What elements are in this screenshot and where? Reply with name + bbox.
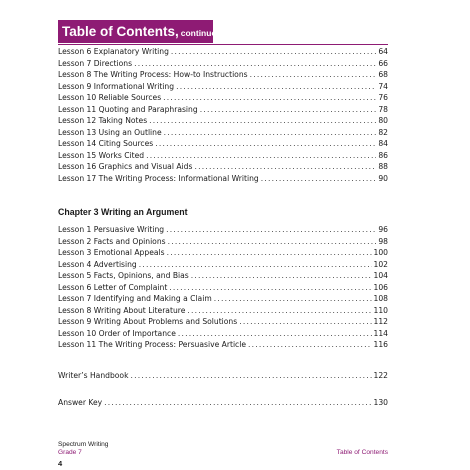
toc-entry-page: 90	[378, 173, 388, 183]
toc-entry-title: Lesson 6 Explanatory Writing	[58, 47, 169, 56]
toc-entry-title: Lesson 13 Using an Outline	[58, 127, 162, 137]
footer-grade: Grade 7	[58, 449, 82, 456]
toc-entry-title: Lesson 16 Graphics and Visual Aids	[58, 162, 193, 171]
toc-entry[interactable]	[58, 104, 388, 116]
toc-header-band	[58, 20, 222, 43]
toc-entry-title: Writer’s Handbook	[58, 371, 129, 380]
toc-entry[interactable]	[58, 46, 388, 58]
toc-entry-title: Lesson 3 Emotional Appeals	[58, 248, 165, 257]
toc-section-answer-key	[58, 397, 388, 409]
toc-entry-page: 74	[378, 81, 388, 91]
toc-entry-title: Lesson 2 Facts and Opinions	[58, 236, 166, 246]
toc-entry[interactable]	[58, 224, 388, 236]
toc-entry-title: Lesson 17 The Writing Process: Informational Writing	[58, 173, 259, 183]
dot-leader	[248, 339, 371, 351]
dot-leader	[261, 173, 377, 185]
dot-leader	[167, 247, 372, 259]
toc-entry-title: Lesson 5 Facts, Opinions, and Bias	[58, 271, 189, 280]
toc-entry-page: 122	[373, 371, 388, 380]
dot-leader	[194, 161, 376, 173]
toc-entry[interactable]	[58, 58, 388, 70]
dot-leader	[146, 150, 376, 162]
toc-entry-title: Lesson 10 Order of Importance	[58, 328, 176, 338]
toc-entry-title: Lesson 14 Citing Sources	[58, 139, 154, 148]
toc-section-chapter3	[58, 224, 388, 351]
toc-entry[interactable]	[58, 328, 388, 340]
toc-entry[interactable]	[58, 339, 388, 351]
toc-entry-page: 110	[373, 305, 388, 315]
toc-entry[interactable]	[58, 173, 388, 185]
dot-leader	[191, 270, 372, 282]
toc-entry[interactable]	[58, 236, 388, 248]
toc-entry[interactable]	[58, 270, 388, 282]
toc-entry-page: 130	[373, 398, 388, 407]
toc-entry-title: Lesson 9 Informational Writing	[58, 81, 175, 91]
toc-entry-answer-key[interactable]	[58, 397, 388, 409]
dot-leader	[104, 397, 371, 409]
toc-entry-page: 98	[378, 236, 388, 246]
toc-entry-page: 86	[378, 150, 388, 160]
toc-entry-title: Lesson 8 The Writing Process: How-to Instructions	[58, 70, 248, 79]
toc-entry-page: 108	[373, 294, 388, 303]
toc-entry[interactable]	[58, 115, 388, 127]
toc-entry-title: Lesson 11 Quoting and Paraphrasing	[58, 104, 198, 114]
dot-leader	[178, 328, 372, 340]
toc-entry-page: 104	[373, 271, 388, 280]
toc-entry-title: Answer Key	[58, 398, 103, 407]
page-title: Table of Contents,	[62, 24, 179, 39]
toc-entry-page: 78	[378, 104, 388, 114]
toc-entry-page: 114	[373, 328, 388, 338]
toc-entry-page: 96	[378, 225, 388, 234]
toc-entry[interactable]	[58, 316, 388, 328]
toc-entry-title: Lesson 12 Taking Notes	[58, 116, 148, 125]
toc-entry[interactable]	[58, 247, 388, 259]
dot-leader	[168, 236, 377, 248]
toc-entry-page: 84	[378, 139, 388, 148]
dot-leader	[163, 92, 376, 104]
dot-leader	[149, 115, 376, 127]
toc-entry-page: 102	[373, 259, 388, 269]
dot-leader	[134, 58, 376, 70]
dot-leader	[164, 127, 377, 139]
toc-entry-handbook[interactable]	[58, 370, 388, 382]
toc-entry-title: Lesson 10 Reliable Sources	[58, 93, 162, 102]
dot-leader	[139, 259, 372, 271]
toc-entry-page: 82	[378, 127, 388, 137]
toc-entry[interactable]	[58, 69, 388, 81]
toc-entry-title: Lesson 8 Writing About Literature	[58, 305, 186, 315]
dot-leader	[155, 138, 376, 150]
toc-entry-title: Lesson 7 Identifying and Making a Claim	[58, 294, 212, 303]
dot-leader	[176, 81, 376, 93]
toc-entry[interactable]	[58, 150, 388, 162]
toc-entry-title: Lesson 7 Directions	[58, 58, 133, 68]
footer-section-label: Table of Contents	[336, 449, 388, 456]
toc-entry-page: 76	[378, 93, 388, 102]
page-title-continued: continued	[180, 28, 222, 38]
toc-entry-page: 116	[373, 340, 388, 349]
toc-entry[interactable]	[58, 92, 388, 104]
toc-entry-title: Lesson 6 Letter of Complaint	[58, 282, 168, 292]
toc-entry-title: Lesson 1 Persuasive Writing	[58, 225, 165, 234]
dot-leader	[239, 316, 371, 328]
toc-section-handbook	[58, 370, 388, 382]
header-rule	[58, 44, 388, 45]
toc-entry[interactable]	[58, 127, 388, 139]
dot-leader	[214, 293, 372, 305]
dot-leader	[187, 305, 371, 317]
toc-entry[interactable]	[58, 81, 388, 93]
toc-entry-title: Lesson 4 Advertising	[58, 259, 137, 269]
toc-entry-title: Lesson 15 Works Cited	[58, 150, 145, 160]
toc-entry-page: 88	[378, 162, 388, 171]
toc-entry-page: 106	[373, 282, 388, 292]
toc-entry[interactable]	[58, 259, 388, 271]
dot-leader	[171, 46, 376, 58]
dot-leader	[250, 69, 377, 81]
dot-leader	[166, 224, 376, 236]
chapter-3-heading: Chapter 3 Writing an Argument	[58, 207, 188, 217]
dot-leader	[130, 370, 371, 382]
dot-leader	[169, 282, 371, 294]
toc-entry[interactable]	[58, 161, 388, 173]
toc-entry-page: 68	[378, 70, 388, 79]
toc-entry-title: Lesson 11 The Writing Process: Persuasive Article	[58, 340, 247, 349]
toc-entry[interactable]	[58, 293, 388, 305]
toc-entry[interactable]	[58, 282, 388, 294]
footer-page-number: 4	[58, 459, 63, 468]
dot-leader	[200, 104, 377, 116]
toc-entry-page: 80	[378, 116, 388, 125]
toc-entry-page: 100	[373, 248, 388, 257]
toc-entry-title: Lesson 9 Writing About Problems and Solutions	[58, 317, 238, 326]
footer-series: Spectrum Writing	[58, 441, 109, 448]
toc-section-chapter2	[58, 46, 388, 184]
toc-entry-page: 112	[373, 317, 388, 326]
toc-entry[interactable]	[58, 305, 388, 317]
toc-entry-page: 64	[378, 47, 388, 56]
toc-entry-page: 66	[378, 58, 388, 68]
toc-entry[interactable]	[58, 138, 388, 150]
